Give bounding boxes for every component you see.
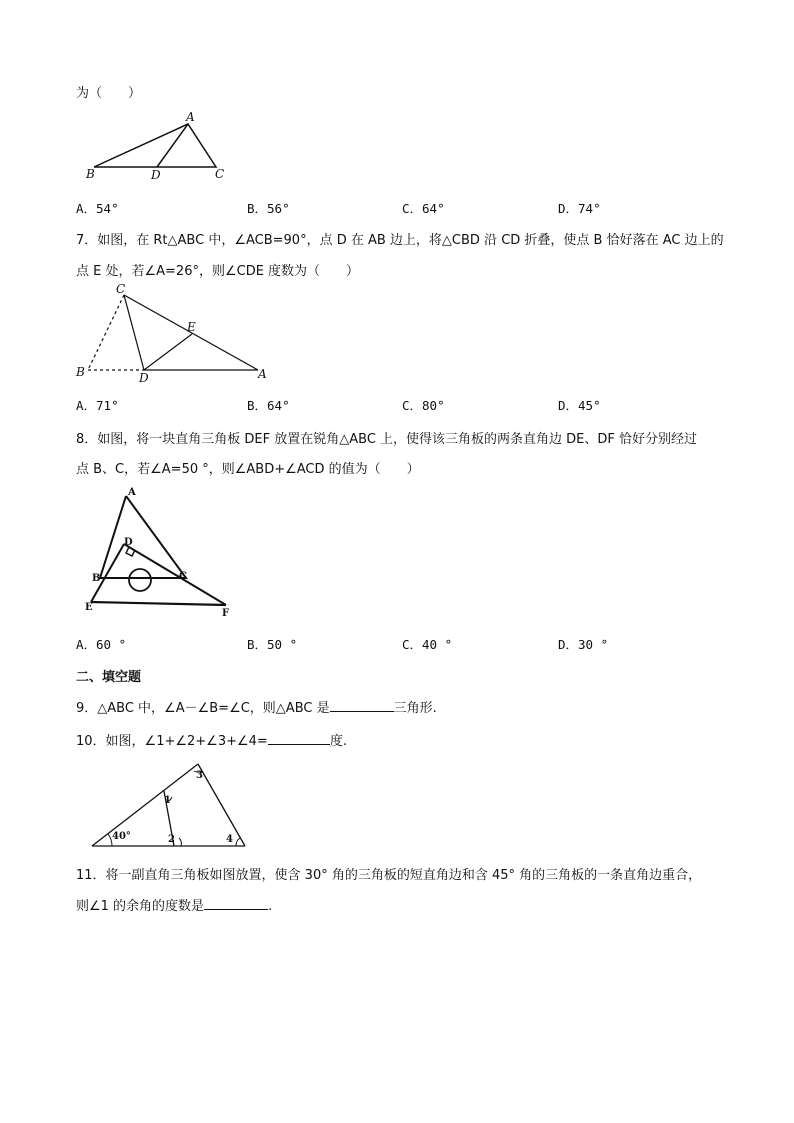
q6-label-c: C <box>215 167 225 181</box>
q8-label-c: C <box>179 571 187 582</box>
q8-option-d[interactable]: D．30 ° <box>558 637 609 652</box>
q6-figure <box>84 108 234 184</box>
q9-answer-blank[interactable] <box>330 699 394 712</box>
q7-label-b: B <box>76 365 85 379</box>
q10-label-2: 2 <box>168 834 175 845</box>
q11-text-after: . <box>268 899 273 914</box>
q10-answer-blank[interactable] <box>268 732 330 745</box>
q6-stem-tail: 为（ ） <box>76 86 142 101</box>
q11-answer-blank[interactable] <box>204 897 268 910</box>
q9-text-after: 三角形. <box>393 701 437 716</box>
q10-stem <box>76 730 347 749</box>
q10-label-1: 1 <box>164 795 171 806</box>
q10-angle-40: 40° <box>112 831 131 842</box>
q10-label-3: 3 <box>196 770 203 781</box>
q8-label-a: A <box>128 487 136 498</box>
q6-label-a: A <box>186 110 195 124</box>
q8-label-f: F <box>222 608 230 619</box>
q8-option-a[interactable]: A．60 ° <box>76 637 127 652</box>
q8-option-b[interactable]: B．50 ° <box>247 637 298 652</box>
q7-stem-line2: 点 E 处，若∠A=26°，则∠CDE 度数为（ ） <box>76 264 360 279</box>
q10-label-4: 4 <box>226 834 233 845</box>
q11-text-before: 则∠1 的余角的度数是 <box>76 899 205 914</box>
q7-figure <box>72 282 272 388</box>
q8-label-d: D <box>124 537 133 548</box>
q6-label-d: D <box>151 168 161 182</box>
q7-option-c[interactable]: C．80° <box>402 398 445 413</box>
q11-stem-line2 <box>76 895 272 914</box>
q6-label-b: B <box>86 167 95 181</box>
q8-figure <box>80 484 240 620</box>
q8-option-c[interactable]: C．40 ° <box>402 637 453 652</box>
q8-label-e: E <box>85 602 93 613</box>
q6-option-d[interactable]: D．74° <box>558 201 601 216</box>
q10-text-before: 10．如图，∠1+∠2+∠3+∠4= <box>76 734 268 749</box>
q11-stem-line1: 11．将一副直角三角板如图放置，使含 30° 角的三角板的短直角边和含 45° 角的三角板的一条直角边重合， <box>76 868 702 883</box>
q9-stem <box>76 697 437 716</box>
q7-label-e: E <box>187 320 196 334</box>
q6-option-c[interactable]: C．64° <box>402 201 445 216</box>
q7-option-b[interactable]: B．64° <box>247 398 290 413</box>
q6-option-b[interactable]: B．56° <box>247 201 290 216</box>
q7-label-a: A <box>258 367 267 381</box>
q6-option-a[interactable]: A．54° <box>76 201 119 216</box>
q7-option-a[interactable]: A．71° <box>76 398 119 413</box>
section-heading-fill-in: 二、填空题 <box>76 670 142 685</box>
q7-stem-line1: 7．如图，在 Rt△ABC 中，∠ACB=90°，点 D 在 AB 边上，将△CBD 沿 CD 折叠，使点 B 恰好落在 AC 边上的 <box>76 233 724 248</box>
q8-stem-line2: 点 B、C，若∠A=50 °，则∠ABD+∠ACD 的值为（ ） <box>76 462 420 477</box>
q10-text-after: 度. <box>329 734 347 749</box>
q7-label-c: C <box>116 282 126 296</box>
q8-label-b: B <box>92 573 101 584</box>
q7-option-d[interactable]: D．45° <box>558 398 601 413</box>
q8-stem-line1: 8．如图，将一块直角三角板 DEF 放置在锐角△ABC 上，使得该三角板的两条直角边 DE、DF 恰好分别经过 <box>76 432 698 447</box>
q10-figure <box>88 750 252 850</box>
q9-text-before: 9．△ABC 中，∠A－∠B=∠C，则△ABC 是 <box>76 701 330 716</box>
q7-label-d: D <box>139 371 149 385</box>
